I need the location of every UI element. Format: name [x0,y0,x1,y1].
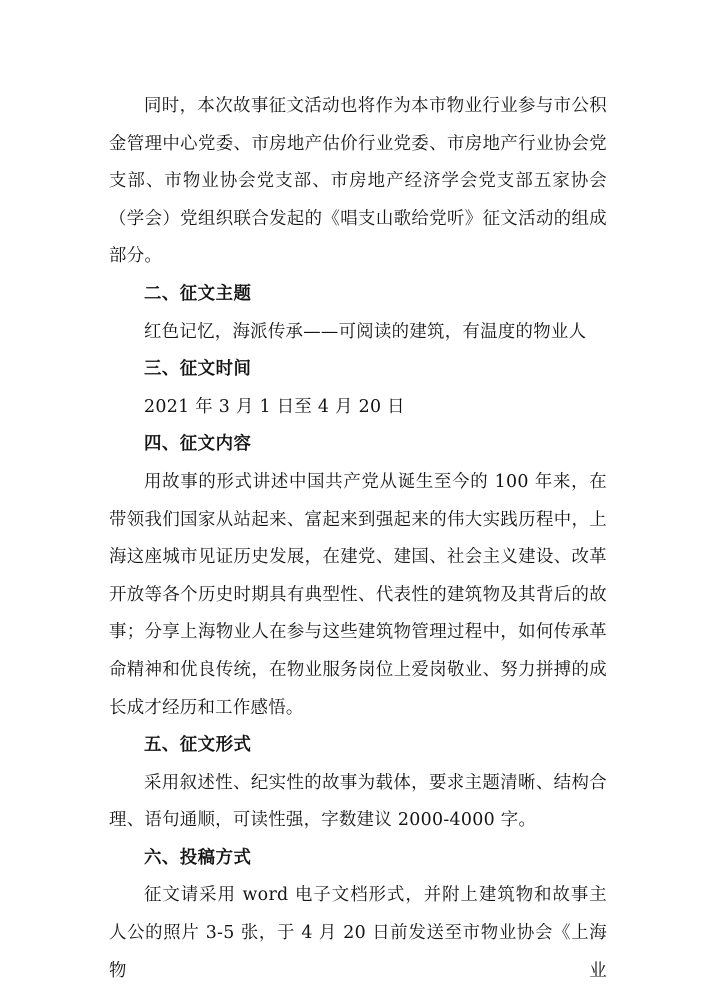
section-form [109,727,607,840]
section-body: 2021 年 3 月 1 日至 4 月 20 日 [144,396,405,417]
document-body [109,88,607,990]
section-theme [109,276,607,351]
section-content [109,426,607,727]
section-body: 采用叙述性、纪实性的故事为载体，要求主题清晰、结构合理、语句通顺，可读性强，字数建议 2000-4000 字。 [109,772,607,831]
intro-paragraph: 同时，本次故事征文活动也将作为本市物业行业参与市公积金管理中心党委、市房地产估价行业党委、市房地产行业协会党支部、市物业协会党支部、市房地产经济学会党支部五家协会（学会）党组织联合发起的《唱支山歌给党听》征文活动的组成部分。 [109,96,607,267]
section-heading: 二、征文主题 [144,283,252,304]
section-submission [109,840,607,990]
section-heading: 六、投稿方式 [144,847,252,868]
section-time [109,351,607,426]
section-body: 红色记忆，海派传承——可阅读的建筑，有温度的物业人 [144,321,587,342]
section-heading: 三、征文时间 [144,359,252,380]
section-heading: 五、征文形式 [144,735,252,756]
section-body: 征文请采用 word 电子文档形式，并附上建筑物和故事主人公的照片 3-5 张，于 4 月 20 日前发送至市物业协会《上海物业 [109,885,607,981]
section-body: 用故事的形式讲述中国共产党从诞生至今的 100 年来，在带领我们国家从站起来、富起来到强起来的伟大实践历程中，上海这座城市见证历史发展，在建党、建国、社会主义建设、改革开放等各个历史时期具有典型性、代表性的建筑物及其背后的故事；分享上海物业人在参与这些建筑物管理过程中，如何传承革命精神和优良传统，在物业服务岗位上爱岗敬业、努力拼搏的成长成才经历和工作感悟。 [109,471,607,718]
section-heading: 四、征文内容 [144,434,252,455]
